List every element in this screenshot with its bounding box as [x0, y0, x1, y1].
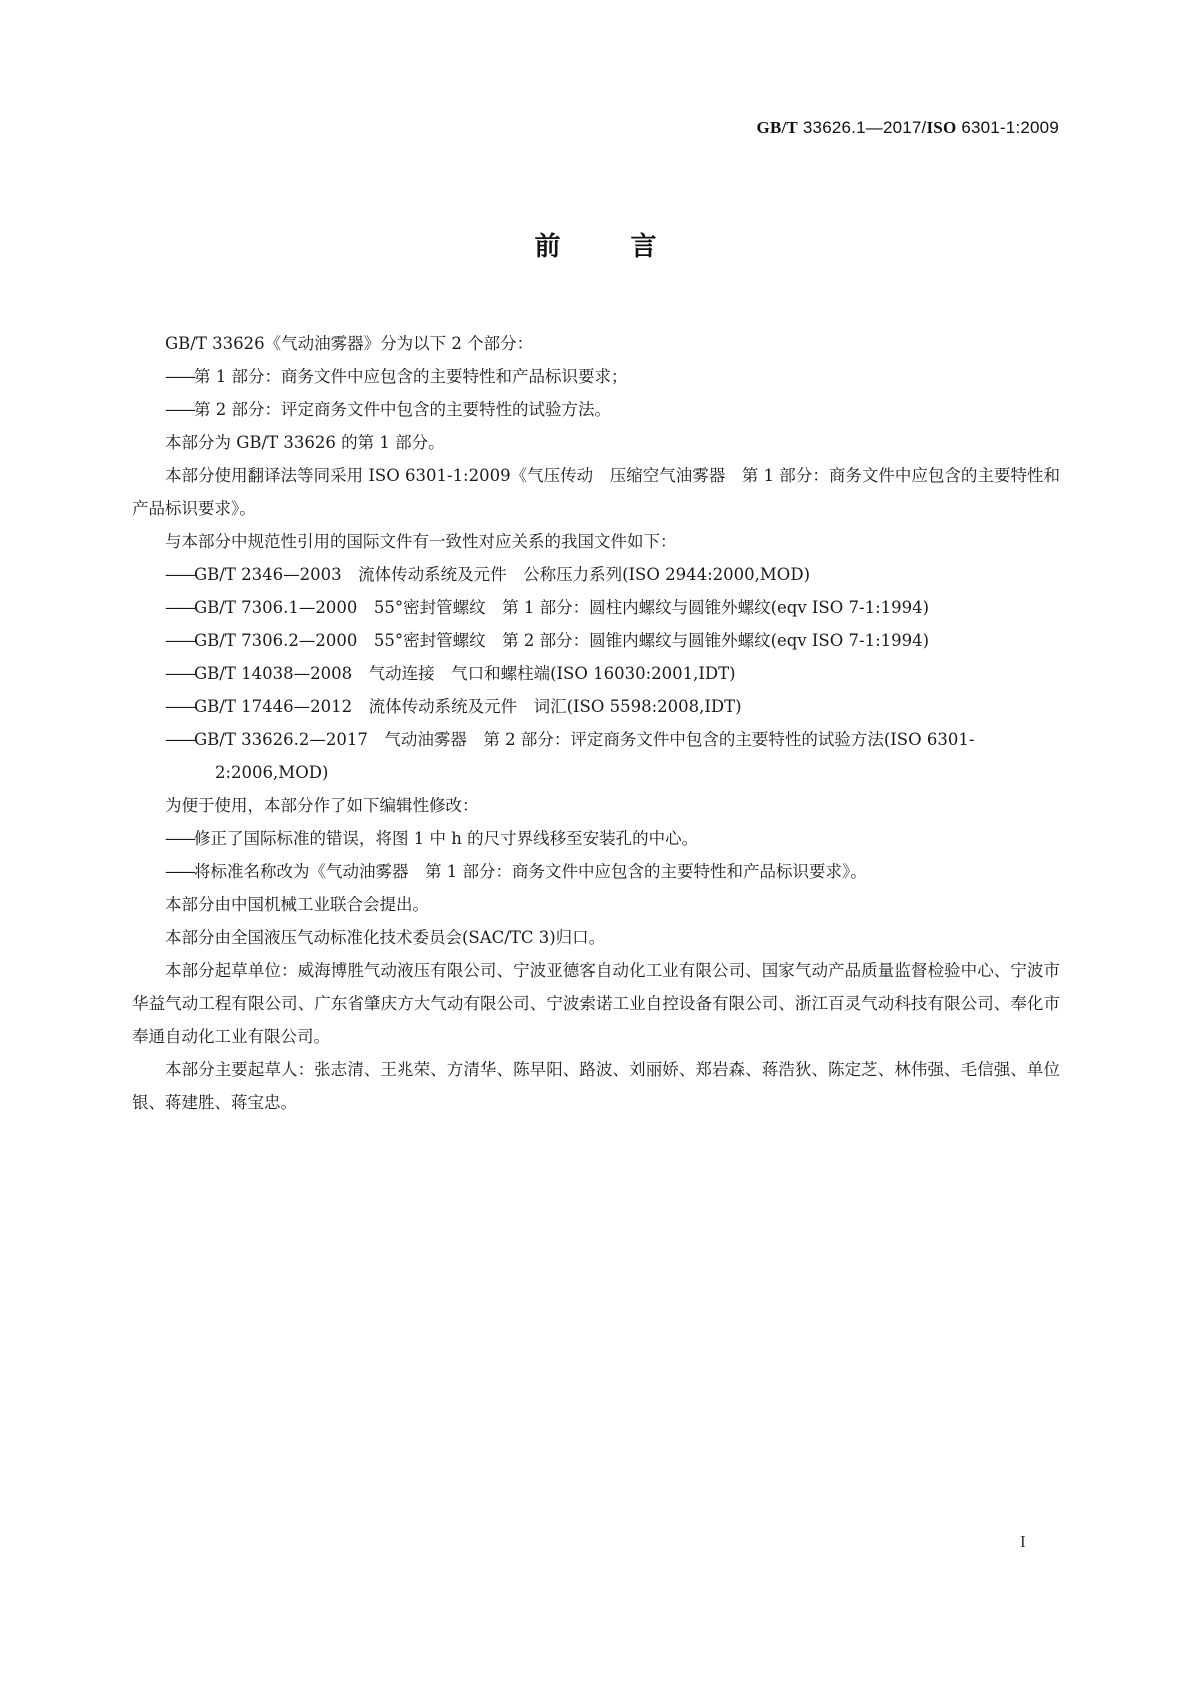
code-iso: ISO [926, 118, 957, 137]
dash-mark: —— [165, 631, 194, 650]
paragraph: 本部分使用翻译法等同采用 ISO 6301-1:2009《气压传动 压缩空气油雾器 第 1 部分：商务文件中应包含的主要特性和产品标识要求》。 [132, 466, 1060, 518]
code-prefix: GB/T [756, 118, 798, 137]
dash-list-item [132, 360, 1060, 393]
dash-list-item [132, 393, 1060, 426]
standard-code-header [757, 118, 1059, 138]
drafters-paragraph: 本部分主要起草人：张志清、王兆荣、方清华、陈早阳、路波、刘丽娇、郑岩森、蒋浩狄、陈定芝、林伟强、毛信强、单位银、蒋建胜、蒋宝忠。 [132, 1060, 1060, 1112]
paragraph: 与本部分中规范性引用的国际文件有一致性对应关系的我国文件如下： [165, 532, 677, 551]
dash-mark: —— [165, 598, 194, 617]
dash-mark: —— [165, 730, 194, 749]
dash-item-text: 将标准名称改为《气动油雾器 第 1 部分：商务文件中应包含的主要特性和产品标识要求》。 [194, 862, 867, 881]
page-title [0, 226, 1191, 263]
dash-mark: —— [165, 697, 194, 716]
code-number: 33626.1—2017/ [797, 118, 927, 137]
title-char-1: 前 [534, 232, 561, 262]
reference-item [132, 657, 1060, 690]
foreword-body [132, 327, 1060, 1119]
page-number: I [1020, 1532, 1026, 1551]
paragraph: 本部分为 GB/T 33626 的第 1 部分。 [165, 433, 445, 452]
reference-text: GB/T 7306.2—2000 55°密封管螺纹 第 2 部分：圆锥内螺纹与圆锥外螺纹(eqv ISO 7-1:1994) [194, 631, 930, 650]
reference-text: GB/T 17446—2012 流体传动系统及元件 词汇(ISO 5598:2008,IDT) [194, 697, 742, 716]
paragraph: GB/T 33626《气动油雾器》分为以下 2 个部分： [165, 334, 534, 353]
title-char-2: 言 [630, 232, 657, 262]
drafting-units-paragraph: 本部分起草单位：威海博胜气动液压有限公司、宁波亚德客自动化工业有限公司、国家气动产品质量监督检验中心、宁波市华益气动工程有限公司、广东省肇庆方大气动有限公司、宁波索诺工业自控设备有限公司、浙江百灵气动科技有限公司、奉化市奉通自动化工业有限公司。 [132, 961, 1060, 1046]
dash-mark: —— [165, 367, 194, 386]
paragraph: 本部分由全国液压气动标准化技术委员会(SAC/TC 3)归口。 [165, 928, 606, 947]
dash-mark: —— [165, 829, 194, 848]
code-iso-number: 6301-1:2009 [956, 118, 1059, 137]
paragraph: 为便于使用，本部分作了如下编辑性修改： [165, 796, 479, 815]
dash-item-text: 修正了国际标准的错误，将图 1 中 h 的尺寸界线移至安装孔的中心。 [194, 829, 699, 848]
reference-item [132, 723, 1060, 789]
reference-text: GB/T 33626.2—2017 气动油雾器 第 2 部分：评定商务文件中包含的主要特性的试验方法(ISO 6301-2:2006,MOD) [194, 730, 975, 782]
dash-list-item [132, 822, 1060, 855]
reference-text: GB/T 14038—2008 气动连接 气口和螺柱端(ISO 16030:2001,IDT) [194, 664, 736, 683]
reference-text: GB/T 7306.1—2000 55°密封管螺纹 第 1 部分：圆柱内螺纹与圆锥外螺纹(eqv ISO 7-1:1994) [194, 598, 930, 617]
reference-item [132, 591, 1060, 624]
paragraph: 本部分由中国机械工业联合会提出。 [165, 895, 429, 914]
dash-item-text: 第 2 部分：评定商务文件中包含的主要特性的试验方法。 [194, 400, 611, 419]
reference-item [132, 558, 1060, 591]
dash-mark: —— [165, 664, 194, 683]
reference-text: GB/T 2346—2003 流体传动系统及元件 公称压力系列(ISO 2944:2000,MOD) [194, 565, 811, 584]
reference-item [132, 624, 1060, 657]
dash-mark: —— [165, 862, 194, 881]
dash-item-text: 第 1 部分：商务文件中应包含的主要特性和产品标识要求； [194, 367, 628, 386]
dash-mark: —— [165, 565, 194, 584]
reference-item [132, 690, 1060, 723]
dash-list-item [132, 855, 1060, 888]
dash-mark: —— [165, 400, 194, 419]
